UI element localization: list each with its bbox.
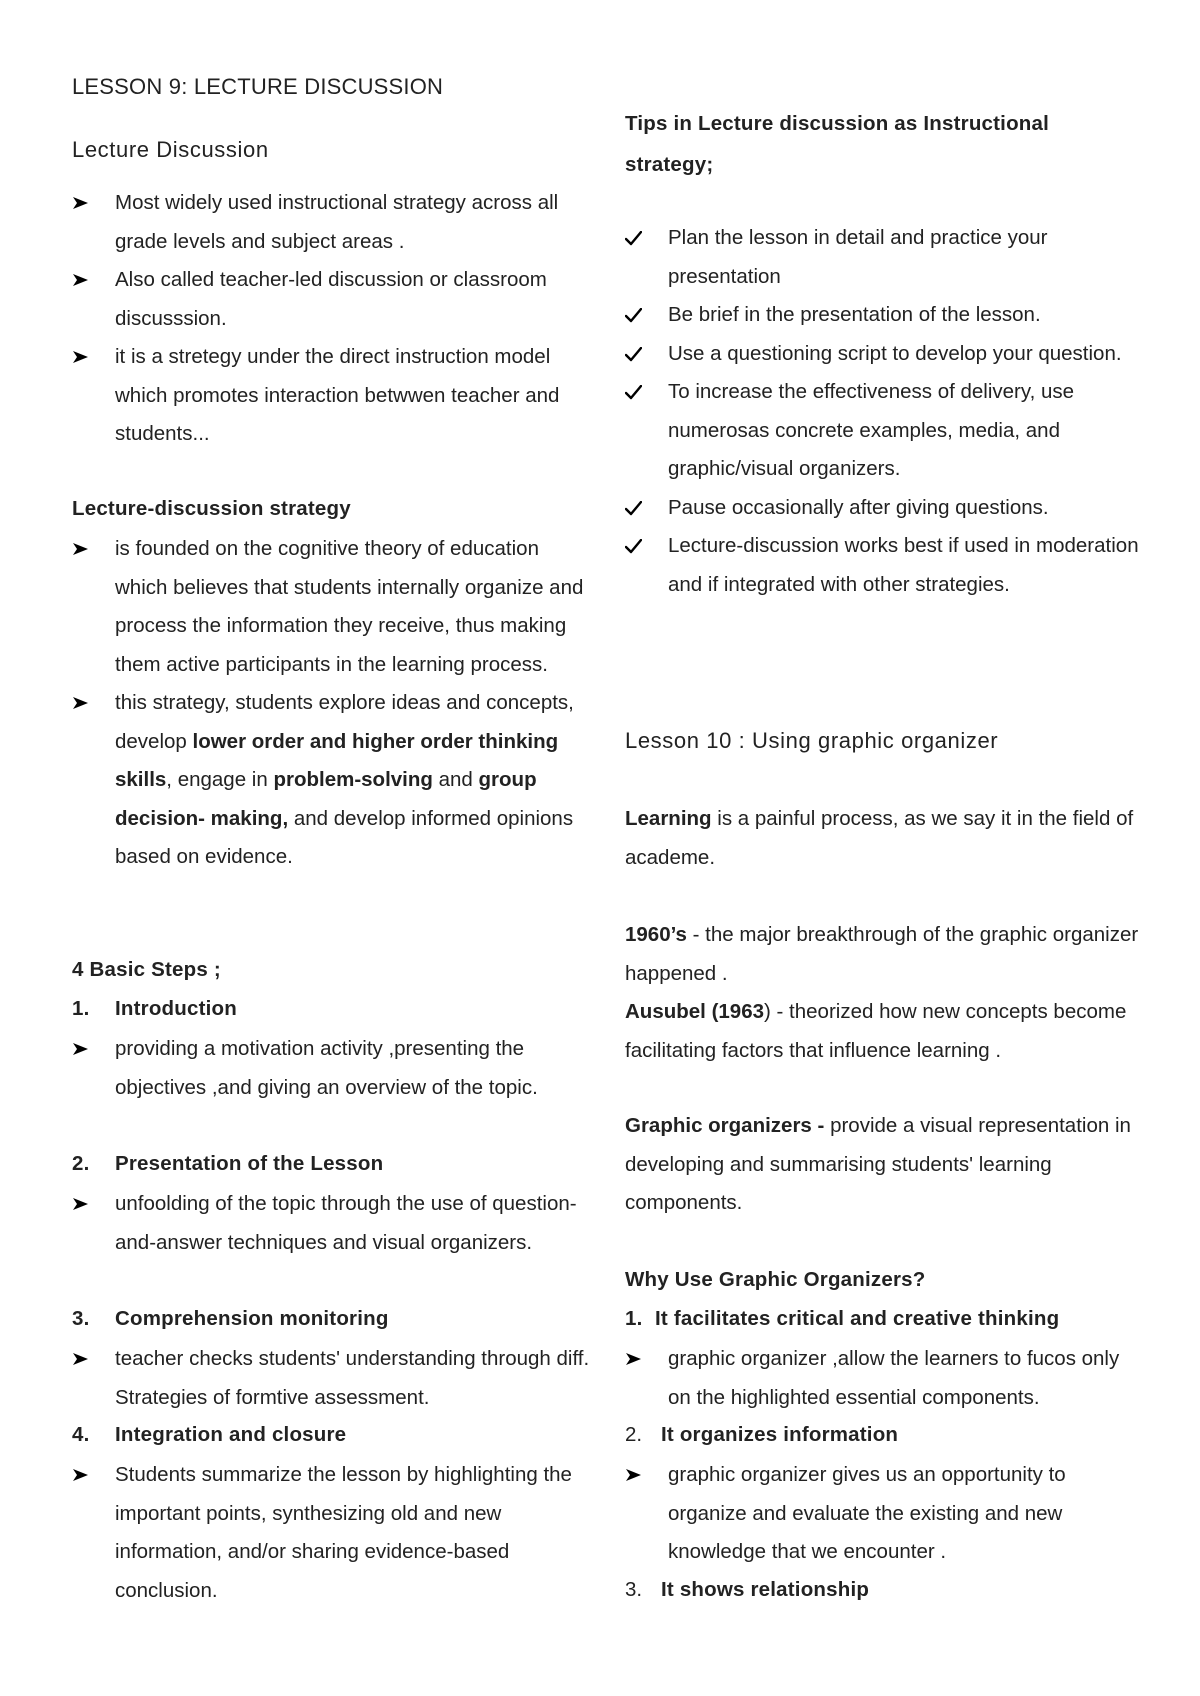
list-item: unfoolding of the topic through the use of question-and-answer techniques and visual organizers. bbox=[72, 1185, 592, 1262]
list-item: teacher checks students' understanding through diff. Strategies of formtive assessment. bbox=[72, 1340, 592, 1417]
strategy-bullet-list bbox=[72, 530, 592, 877]
reason-2-bullet-list bbox=[625, 1456, 1145, 1572]
list-item: Also called teacher-led discussion or classroom discusssion. bbox=[72, 261, 592, 338]
arrowhead-bullet-icon bbox=[72, 530, 92, 568]
checkmark-icon bbox=[625, 296, 645, 334]
list-item: To increase the effectiveness of delivery, use numerosas concrete examples, media, and graphic/visual organizers. bbox=[625, 373, 1145, 489]
list-item: Use a questioning script to develop your question. bbox=[625, 335, 1145, 374]
checkmark-icon bbox=[625, 219, 645, 257]
step-3-title: 3. Comprehension monitoring bbox=[72, 1307, 389, 1330]
arrowhead-bullet-icon bbox=[72, 184, 92, 222]
list-item: Be brief in the presentation of the lesson. bbox=[625, 296, 1145, 335]
why-use-heading: Why Use Graphic Organizers? bbox=[625, 1268, 926, 1291]
tips-heading: Tips in Lecture discussion as Instructional strategy; bbox=[625, 112, 1050, 176]
arrowhead-bullet-icon bbox=[72, 1185, 92, 1223]
strategy-section bbox=[72, 497, 592, 521]
list-item: is founded on the cognitive theory of education which believes that students internally organize and process the information they receive, thus making them active participants in the learning process. bbox=[72, 530, 592, 684]
reason-2-title: 2. It organizes information bbox=[625, 1423, 899, 1446]
strategy-heading: Lecture-discussion strategy bbox=[72, 497, 351, 520]
intro-bullet-list bbox=[72, 184, 592, 454]
lesson-9-title: LESSON 9: LECTURE DISCUSSION bbox=[72, 74, 444, 99]
emphasis-text: lower order and higher order thinking skills bbox=[115, 729, 559, 791]
steps-section bbox=[72, 958, 592, 982]
emphasis-text: group decision- making, bbox=[115, 768, 537, 830]
lecture-discussion-title: Lecture Discussion bbox=[72, 137, 269, 162]
step-1-title: 1. Introduction bbox=[72, 997, 237, 1020]
step-4-title: 4. Integration and closure bbox=[72, 1423, 347, 1446]
ausubel-paragraph: Ausubel (1963) - theorized how new concepts become facilitating factors that influence learning . bbox=[625, 1000, 1127, 1062]
arrowhead-bullet-icon bbox=[72, 338, 92, 376]
reason-1-bullet-list bbox=[625, 1340, 1145, 1417]
arrowhead-bullet-icon bbox=[625, 1456, 645, 1494]
lecture-discussion-section bbox=[72, 137, 592, 163]
checkmark-icon bbox=[625, 373, 645, 411]
lesson-10-section bbox=[625, 728, 1145, 754]
arrowhead-bullet-icon bbox=[625, 1340, 645, 1378]
learning-paragraph: Learning is a painful process, as we say it in the field of academe. bbox=[625, 807, 1134, 869]
checkmark-icon bbox=[625, 489, 645, 527]
graphic-organizers-paragraph: Graphic organizers - provide a visual representation in developing and summarising students' learning components. bbox=[625, 1114, 1131, 1214]
list-item: Students summarize the lesson by highlighting the important points, synthesizing old and new information, and/or sharing evidence-based conclusion. bbox=[72, 1456, 592, 1610]
arrowhead-bullet-icon bbox=[72, 1030, 92, 1068]
list-item: Plan the lesson in detail and practice your presentation bbox=[625, 219, 1145, 296]
reason-1-title: 1. It facilitates critical and creative thinking bbox=[625, 1307, 1060, 1330]
list-item: it is a stretegy under the direct instruction model which promotes interaction betwwen teacher and students... bbox=[72, 338, 592, 454]
why-use-section bbox=[625, 1268, 1145, 1292]
tips-checklist bbox=[625, 219, 1145, 604]
list-item: Most widely used instructional strategy across all grade levels and subject areas . bbox=[72, 184, 592, 261]
steps-heading: 4 Basic Steps ; bbox=[72, 958, 221, 981]
checkmark-icon bbox=[625, 527, 645, 565]
list-item: providing a motivation activity ,presenting the objectives ,and giving an overview of the topic. bbox=[72, 1030, 592, 1107]
list-item: Pause occasionally after giving questions. bbox=[625, 489, 1145, 528]
list-item: Lecture-discussion works best if used in moderation and if integrated with other strategies. bbox=[625, 527, 1145, 604]
step-1-bullet-list bbox=[72, 1030, 592, 1107]
arrowhead-bullet-icon bbox=[72, 684, 92, 722]
arrowhead-bullet-icon bbox=[72, 261, 92, 299]
arrowhead-bullet-icon bbox=[72, 1340, 92, 1378]
list-item: graphic organizer ,allow the learners to fucos only on the highlighted essential components. bbox=[625, 1340, 1145, 1417]
checkmark-icon bbox=[625, 335, 645, 373]
step-3-bullet-list bbox=[72, 1340, 592, 1417]
reason-3-title: 3. It shows relationship bbox=[625, 1578, 870, 1601]
arrowhead-bullet-icon bbox=[72, 1456, 92, 1494]
lesson-10-title: Lesson 10 : Using graphic organizer bbox=[625, 728, 999, 753]
list-item: graphic organizer gives us an opportunity to organize and evaluate the existing and new knowledge that we encounter . bbox=[625, 1456, 1145, 1572]
step-2-title: 2. Presentation of the Lesson bbox=[72, 1152, 384, 1175]
step-4-bullet-list bbox=[72, 1456, 592, 1610]
emphasis-text: problem-solving bbox=[273, 768, 433, 791]
sixties-paragraph: 1960’s - the major breakthrough of the graphic organizer happened . bbox=[625, 923, 1139, 985]
step-2-bullet-list bbox=[72, 1185, 592, 1262]
list-item: this strategy, students explore ideas and concepts, develop lower order and higher order thinking skills, engage in problem-solving and group decision- making, and develop informed opinions based on evidence. bbox=[72, 684, 592, 877]
